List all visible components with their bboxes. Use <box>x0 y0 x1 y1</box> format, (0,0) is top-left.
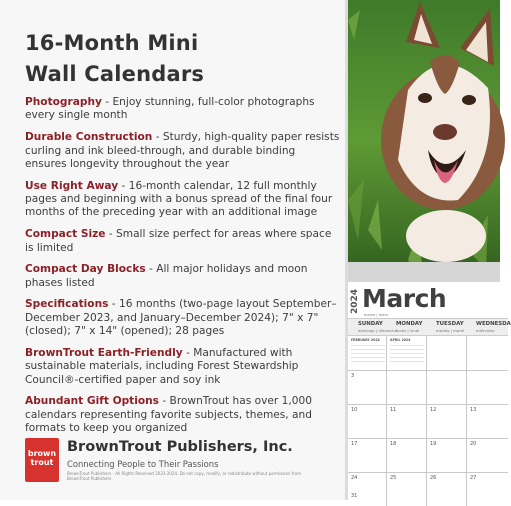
grid-line <box>386 336 387 506</box>
browntrout-logo <box>25 438 59 482</box>
mini-calendar-days <box>351 342 385 364</box>
logo-line-1: brown <box>27 449 57 458</box>
weekday-sunday: SUNDAY <box>358 321 383 327</box>
feature-text: - Enjoy stunning, full-color photographs every single month <box>25 96 315 122</box>
date-number: 3 <box>351 373 355 379</box>
calendar-month: March <box>362 284 447 313</box>
logo-line-2: trout <box>30 458 54 467</box>
feature-text: - All major holidays and moon phases listed <box>25 263 308 289</box>
weekday-wednesday-sub: miércoles <box>476 328 495 333</box>
feature-list <box>25 96 340 444</box>
weekday-wednesday: WEDNESDA <box>476 321 511 327</box>
feature-heading: BrownTrout Earth-Friendly <box>25 346 183 359</box>
weekday-tuesday: TUESDAY <box>436 321 464 327</box>
feature-heading: Specifications <box>25 298 109 311</box>
feature-gift-options <box>25 395 340 435</box>
date-number: 31 <box>351 493 358 499</box>
grid-line <box>466 336 467 506</box>
feature-text: - Sturdy, high-quality paper resists curling and ink bleed-through, and durable binding ensures longevity throughout the year <box>25 131 340 170</box>
copyright-fine-print: BrownTrout Publishers - All Rights Reserved 2023-2024. Do not copy, modify, or redistribute without permission from BrownTrout Publishers <box>67 471 302 481</box>
mini-calendar-title: APRIL 2024 <box>390 338 411 342</box>
date-number: 13 <box>470 407 477 413</box>
feature-text: - BrownTrout has over 1,000 calendars representing favorite subjects, themes, and formats to keep you organized <box>25 395 312 435</box>
calendar-product <box>345 0 511 500</box>
date-number: 12 <box>430 407 437 413</box>
feature-heading: Abundant Gift Options <box>25 395 159 408</box>
grid-line <box>348 370 508 371</box>
date-number: 27 <box>470 475 477 481</box>
mini-calendar-days <box>390 342 424 364</box>
feature-specifications <box>25 298 340 338</box>
puppy-illustration <box>348 0 500 282</box>
date-number: 19 <box>430 441 437 447</box>
mini-calendar-title: FEBRUARY 2024 <box>351 338 380 342</box>
feature-heading: Photography <box>25 96 102 108</box>
feature-compact-day-blocks <box>25 263 340 290</box>
mini-calendar-april <box>390 338 424 364</box>
calendar-hang-strip <box>348 262 500 282</box>
weekday-monday: MONDAY <box>396 321 423 327</box>
feature-photography <box>25 96 340 123</box>
feature-heading: Compact Size <box>25 228 106 241</box>
feature-earth-friendly <box>25 347 340 387</box>
feature-text: - 16-month calendar, 12 full monthly pages and beginning with a bonus spread of the final four months of the preceding year with an additional image <box>25 179 333 219</box>
mini-calendar-february <box>351 338 385 364</box>
feature-heading: Durable Construction <box>25 131 153 144</box>
feature-use-right-away <box>25 180 340 220</box>
title-line-1: 16-Month Mini <box>25 31 199 55</box>
calendar-year: 2024 <box>350 288 360 314</box>
date-grid <box>348 336 508 506</box>
feature-compact-size <box>25 228 340 255</box>
weekday-monday-sub: lunes | lundi <box>396 328 420 333</box>
feature-heading: Compact Day Blocks <box>25 263 146 276</box>
feature-text: - Manufactured with sustainable materials, including Forest Stewardship Council®-certified paper and soy ink <box>25 346 299 386</box>
grid-line <box>348 438 508 439</box>
date-number: 17 <box>351 441 358 447</box>
date-number: 18 <box>390 441 397 447</box>
husky-puppy-photo <box>348 0 500 282</box>
feature-text: - Small size perfect for areas where space is limited <box>25 228 332 254</box>
month-translation: marzo | mars <box>364 313 388 317</box>
date-number: 24 <box>351 475 358 481</box>
date-number: 25 <box>390 475 397 481</box>
grid-line <box>348 472 508 473</box>
calendar-page <box>348 282 511 500</box>
publisher-tagline: Connecting People to Their Passions <box>67 459 219 469</box>
weekday-sunday-sub: domingo | dimanche <box>358 328 398 333</box>
feature-heading: Use Right Away <box>25 179 119 192</box>
grid-line <box>426 336 427 506</box>
feature-durable-construction <box>25 131 340 171</box>
date-number: 20 <box>470 441 477 447</box>
product-title <box>25 28 325 90</box>
publisher-footer <box>25 438 345 488</box>
grid-line <box>348 404 508 405</box>
publisher-name: BrownTrout Publishers, Inc. <box>67 439 293 455</box>
feature-text: - 16 months (two-page layout September–December 2023, and January–December 2024); 7" x 7" (closed); 7" x 14" (opened); 28 pages <box>25 298 337 338</box>
date-number: 10 <box>351 407 358 413</box>
weekday-tuesday-sub: martes | mardi <box>436 328 465 333</box>
weekday-header <box>348 318 511 336</box>
title-line-2: Wall Calendars <box>25 62 205 86</box>
date-number: 26 <box>430 475 437 481</box>
date-number: 11 <box>390 407 397 413</box>
